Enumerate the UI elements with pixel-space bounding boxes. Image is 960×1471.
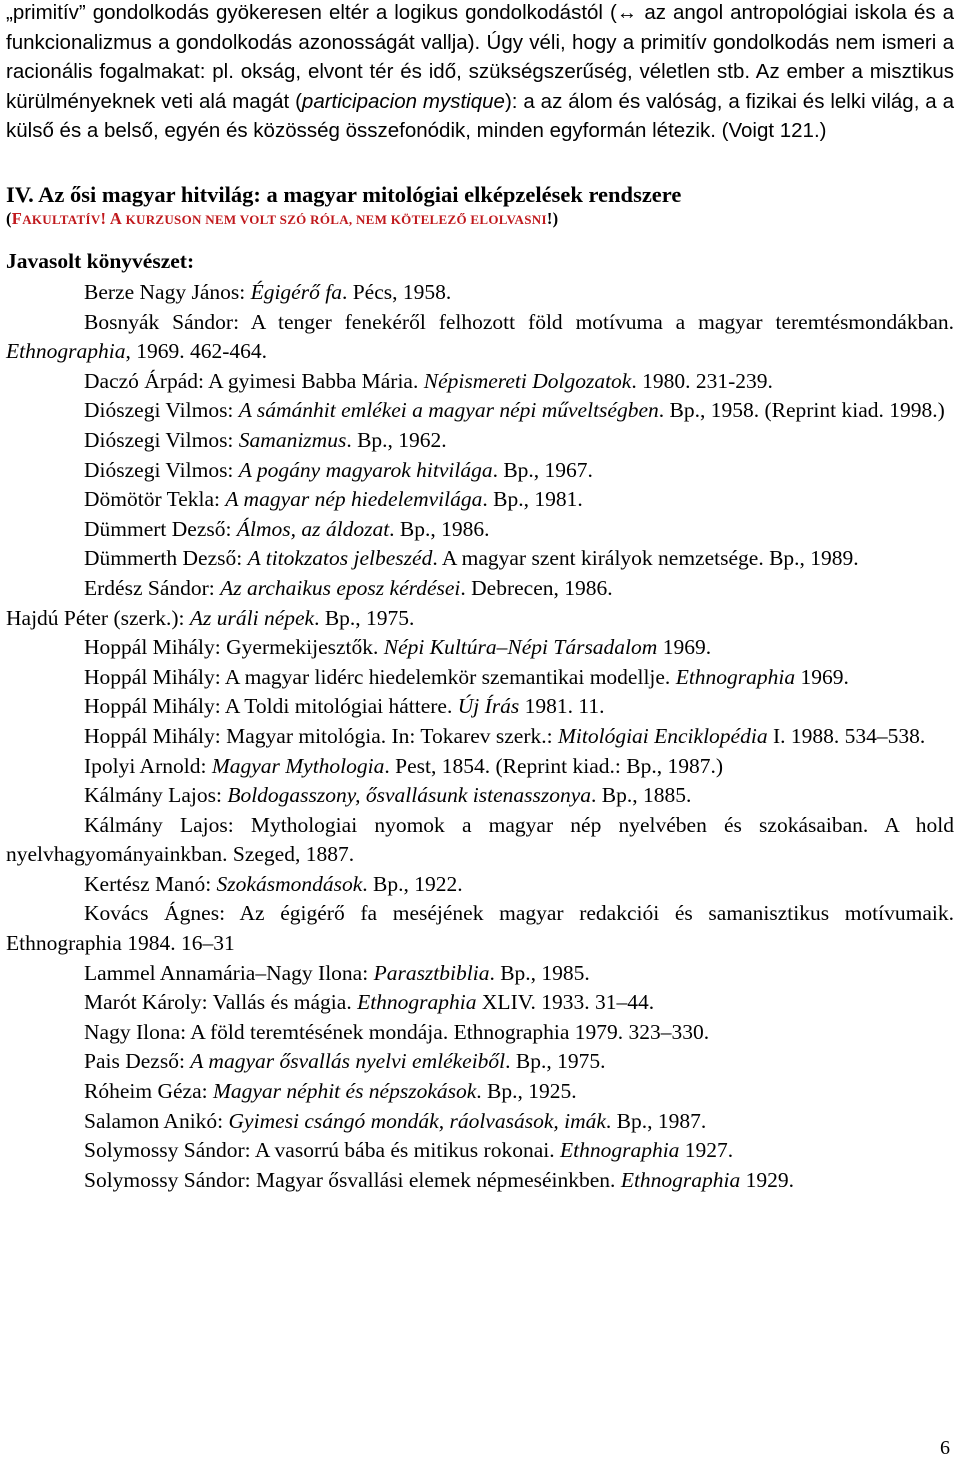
entry-title-italic: Ethnographia xyxy=(357,990,477,1015)
entry-text: . Bp., 1958. (Reprint kiad. 1998.) xyxy=(658,398,945,423)
entry-title-italic: Magyar Mythologia xyxy=(211,753,385,778)
entry-text: . Debrecen, 1986. xyxy=(460,575,613,600)
document-page xyxy=(6,0,954,1195)
entry-text: . Bp., 1975. xyxy=(314,605,415,630)
entry-title-italic: A titokzatos jelbeszéd xyxy=(247,546,433,571)
entry-text: . Pécs, 1958. xyxy=(341,280,452,304)
entry-text: Kertész Manó: xyxy=(84,871,217,896)
section-heading xyxy=(6,180,954,210)
bibliography-entry xyxy=(6,1047,954,1077)
entry-text: Kovács Ágnes: Az égigérő fa meséjének magyar redakciói és samanisztikus motívumaik. Ethnographia 1984. 16–31 xyxy=(6,901,954,956)
bibliography-entry xyxy=(6,515,954,545)
note-close: !) xyxy=(546,208,559,228)
bibliography-entry xyxy=(6,574,954,604)
bibliography-entry xyxy=(6,456,954,486)
entry-text: Ipolyi Arnold: xyxy=(84,753,212,778)
note-akultativ: AKULTATÍV xyxy=(22,211,101,227)
entry-text: Solymossy Sándor: Magyar ősvallási elemek népmeséinkben. xyxy=(84,1167,621,1192)
bibliography-entry xyxy=(6,396,954,426)
entry-text: . Bp., 1967. xyxy=(492,457,593,482)
intro-text-italic: participacion mystique xyxy=(301,89,505,113)
note-f: F xyxy=(11,208,23,228)
entry-text: . 1980. 231-239. xyxy=(631,368,773,393)
entry-text: I. 1988. 534–538. xyxy=(767,723,926,748)
bibliography-entry xyxy=(6,959,954,989)
entry-text: . Bp., 1987. xyxy=(605,1108,707,1133)
entry-text: Dümmerth Dezső: xyxy=(84,546,248,571)
entry-title-italic: Parasztbiblia xyxy=(373,960,490,985)
entry-title-italic: Ethnographia xyxy=(675,664,796,689)
entry-text: Nagy Ilona: A föld teremtésének mondája. Ethnographia 1979. 323–330. xyxy=(84,1019,710,1044)
entry-text: Salamon Anikó: xyxy=(84,1108,229,1133)
bibliography-entry xyxy=(6,1107,954,1137)
note-excl: ! xyxy=(100,208,110,228)
entry-text: . Bp., 1922. xyxy=(362,871,463,896)
entry-text: 1969. xyxy=(795,664,849,689)
bibliography-entry xyxy=(6,811,954,870)
intro-paragraph xyxy=(6,0,954,146)
note-a: A xyxy=(109,208,123,228)
entry-title-italic: Gyimesi csángó mondák, ráolvasások, imák xyxy=(228,1108,606,1133)
entry-title-italic: Ethnographia xyxy=(559,1138,680,1163)
note-rest: KURZUSON NEM VOLT SZÓ RÓLA, NEM KÖTELEZŐ ELOLVASNI xyxy=(122,211,547,227)
entry-text: Pais Dezső: xyxy=(84,1049,191,1074)
bibliography-entry xyxy=(6,1077,954,1107)
page-number: 6 xyxy=(940,1437,950,1459)
entry-text: Hoppál Mihály: Gyermekijesztők. xyxy=(84,635,384,660)
entry-text: Dümmert Dezső: xyxy=(84,516,237,541)
entry-text: Erdész Sándor: xyxy=(84,575,221,600)
entry-text: . Bp., 1981. xyxy=(482,487,583,512)
entry-title-italic: Ethnographia xyxy=(6,339,126,364)
entry-title-italic: A sámánhit emlékei a magyar népi műveltségben xyxy=(238,398,659,423)
entry-text: 1969. xyxy=(657,635,712,660)
entry-text: Berze Nagy János: xyxy=(84,280,251,304)
bibliography-entry xyxy=(6,722,954,752)
entry-title-italic: Álmos, az áldozat xyxy=(236,516,390,541)
entry-text: , 1969. 462-464. xyxy=(125,339,267,364)
entry-title-italic: Népismereti Dolgozatok xyxy=(423,368,632,393)
bibliography-entry xyxy=(6,604,954,634)
entry-text: . Bp., 1925. xyxy=(476,1079,577,1104)
section-number: IV. xyxy=(6,181,34,207)
entry-text: 1927. xyxy=(679,1138,734,1163)
entry-text: 1929. xyxy=(740,1167,795,1192)
entry-title-italic: A pogány magyarok hitvilága xyxy=(238,457,493,482)
entry-text: . Bp., 1962. xyxy=(346,427,447,452)
entry-text: Bosnyák Sándor: A tenger fenekéről felhozott föld motívuma a magyar teremtésmondákban. xyxy=(84,309,954,334)
entry-title-italic: Samanizmus xyxy=(238,427,347,452)
entry-title-italic: Népi Kultúra–Népi Társadalom xyxy=(383,635,658,660)
entry-text: Kálmány Lajos: Mythologiai nyomok a magyar nép nyelvében és szokásaiban. A hold nyelvhagyományainkban. Szeged, 1887. xyxy=(6,812,954,867)
bibliography-entry xyxy=(6,544,954,574)
bibliography-entry xyxy=(6,485,954,515)
entry-title-italic: Magyar néphit és népszokások xyxy=(212,1079,477,1104)
section-note xyxy=(6,210,954,229)
entry-text: . Bp., 1975. xyxy=(505,1049,606,1074)
entry-text: . Bp., 1885. xyxy=(591,783,692,808)
bibliography-entry xyxy=(6,663,954,693)
bibliography-entry xyxy=(6,870,954,900)
entry-text: Dömötör Tekla: xyxy=(84,487,226,512)
entry-text: Kálmány Lajos: xyxy=(84,783,228,808)
entry-text: Marót Károly: Vallás és mágia. xyxy=(84,990,358,1015)
bibliography-entry xyxy=(6,278,954,308)
entry-title-italic: Az archaikus eposz kérdései xyxy=(220,575,461,600)
bibliography-entry xyxy=(6,899,954,958)
entry-text: Diószegi Vilmos: xyxy=(84,398,239,423)
entry-text: . A magyar szent királyok nemzetsége. Bp., 1989. xyxy=(432,546,859,571)
entry-text: XLIV. 1933. 31–44. xyxy=(476,990,655,1015)
entry-title-italic: Szokásmondások xyxy=(216,871,363,896)
bibliography-entry xyxy=(6,1166,954,1196)
entry-text: . Bp., 1986. xyxy=(389,516,490,541)
entry-text: . Bp., 1985. xyxy=(489,960,590,985)
intro-text-part2: Az ember a misztikus kürülményeknek veti alá magát ( xyxy=(6,60,954,113)
note-open: ( xyxy=(6,208,12,228)
entry-title-italic: A magyar ősvallás nyelvi emlékeiből xyxy=(190,1049,506,1074)
entry-title-italic: Boldogasszony, ősvallásunk istenasszonya xyxy=(227,783,592,808)
bibliography-entry xyxy=(6,781,954,811)
bibliography-entry xyxy=(6,367,954,397)
entry-title-italic: Új Írás xyxy=(457,694,520,719)
entry-title-italic: Mitológiai Enciklopédia xyxy=(557,723,768,748)
entry-text: Hajdú Péter (szerk.): xyxy=(6,605,190,630)
bibliography-entry xyxy=(6,1018,954,1048)
entry-text: Lammel Annamária–Nagy Ilona: xyxy=(84,960,374,985)
entry-title-italic: Az uráli népek xyxy=(189,605,315,630)
bibliography-list xyxy=(6,278,954,1195)
entry-title-italic: Ethnographia xyxy=(620,1167,741,1192)
bibliography-entry xyxy=(6,752,954,782)
bibliography-title: Javasolt könyvészet: xyxy=(6,248,195,273)
bibliography-entry xyxy=(6,633,954,663)
entry-text: 1981. 11. xyxy=(519,694,605,719)
bibliography-entry xyxy=(6,308,954,367)
entry-text: Róheim Géza: xyxy=(84,1079,213,1104)
entry-text: Diószegi Vilmos: xyxy=(84,457,239,482)
bibliography-entry xyxy=(6,692,954,722)
entry-text: Daczó Árpád: A gyimesi Babba Mária. xyxy=(84,368,424,393)
intro-text-part1: „primitív” gondolkodás gyökeresen eltér a logikus gondolkodástól (↔ az angol antropológiai iskola és a funkcionalizmus a gondolkodás azonosságát vallja). Úgy véli, hogy a primitív gondolkodás nem ismeri a racionális fogalmakat: pl. okság, elvont tér és idő, szükségszerűség, véletlen stb. xyxy=(6,1,954,83)
entry-title-italic: Égigérő fa xyxy=(250,280,342,304)
entry-title-italic: A magyar nép hiedelemvilága xyxy=(225,487,483,512)
entry-text: . Pest, 1854. (Reprint kiad.: Bp., 1987.) xyxy=(384,753,723,778)
intro-text-part4: ): a az álom és valóság, a fizikai és lelki világ, a a külső és a belső, egyén és közösség összefonódik, minden egyformán létezik. (Voigt 121.) xyxy=(6,89,955,142)
bibliography-entry xyxy=(6,1136,954,1166)
entry-text: Hoppál Mihály: Magyar mitológia. In: Tokarev szerk.: xyxy=(84,723,558,748)
entry-text: Diószegi Vilmos: xyxy=(84,427,239,452)
entry-text: Hoppál Mihály: A Toldi mitológiai háttere. xyxy=(84,694,458,719)
bibliography-entry xyxy=(6,988,954,1018)
entry-text: Hoppál Mihály: A magyar lidérc hiedelemkör szemantikai modellje. xyxy=(84,664,676,689)
entry-text: Solymossy Sándor: A vasorrú bába és mitikus rokonai. xyxy=(84,1138,560,1163)
section-title: Az ősi magyar hitvilág: a magyar mitológiai elképzelések rendszere xyxy=(38,181,682,207)
bibliography-entry xyxy=(6,426,954,456)
